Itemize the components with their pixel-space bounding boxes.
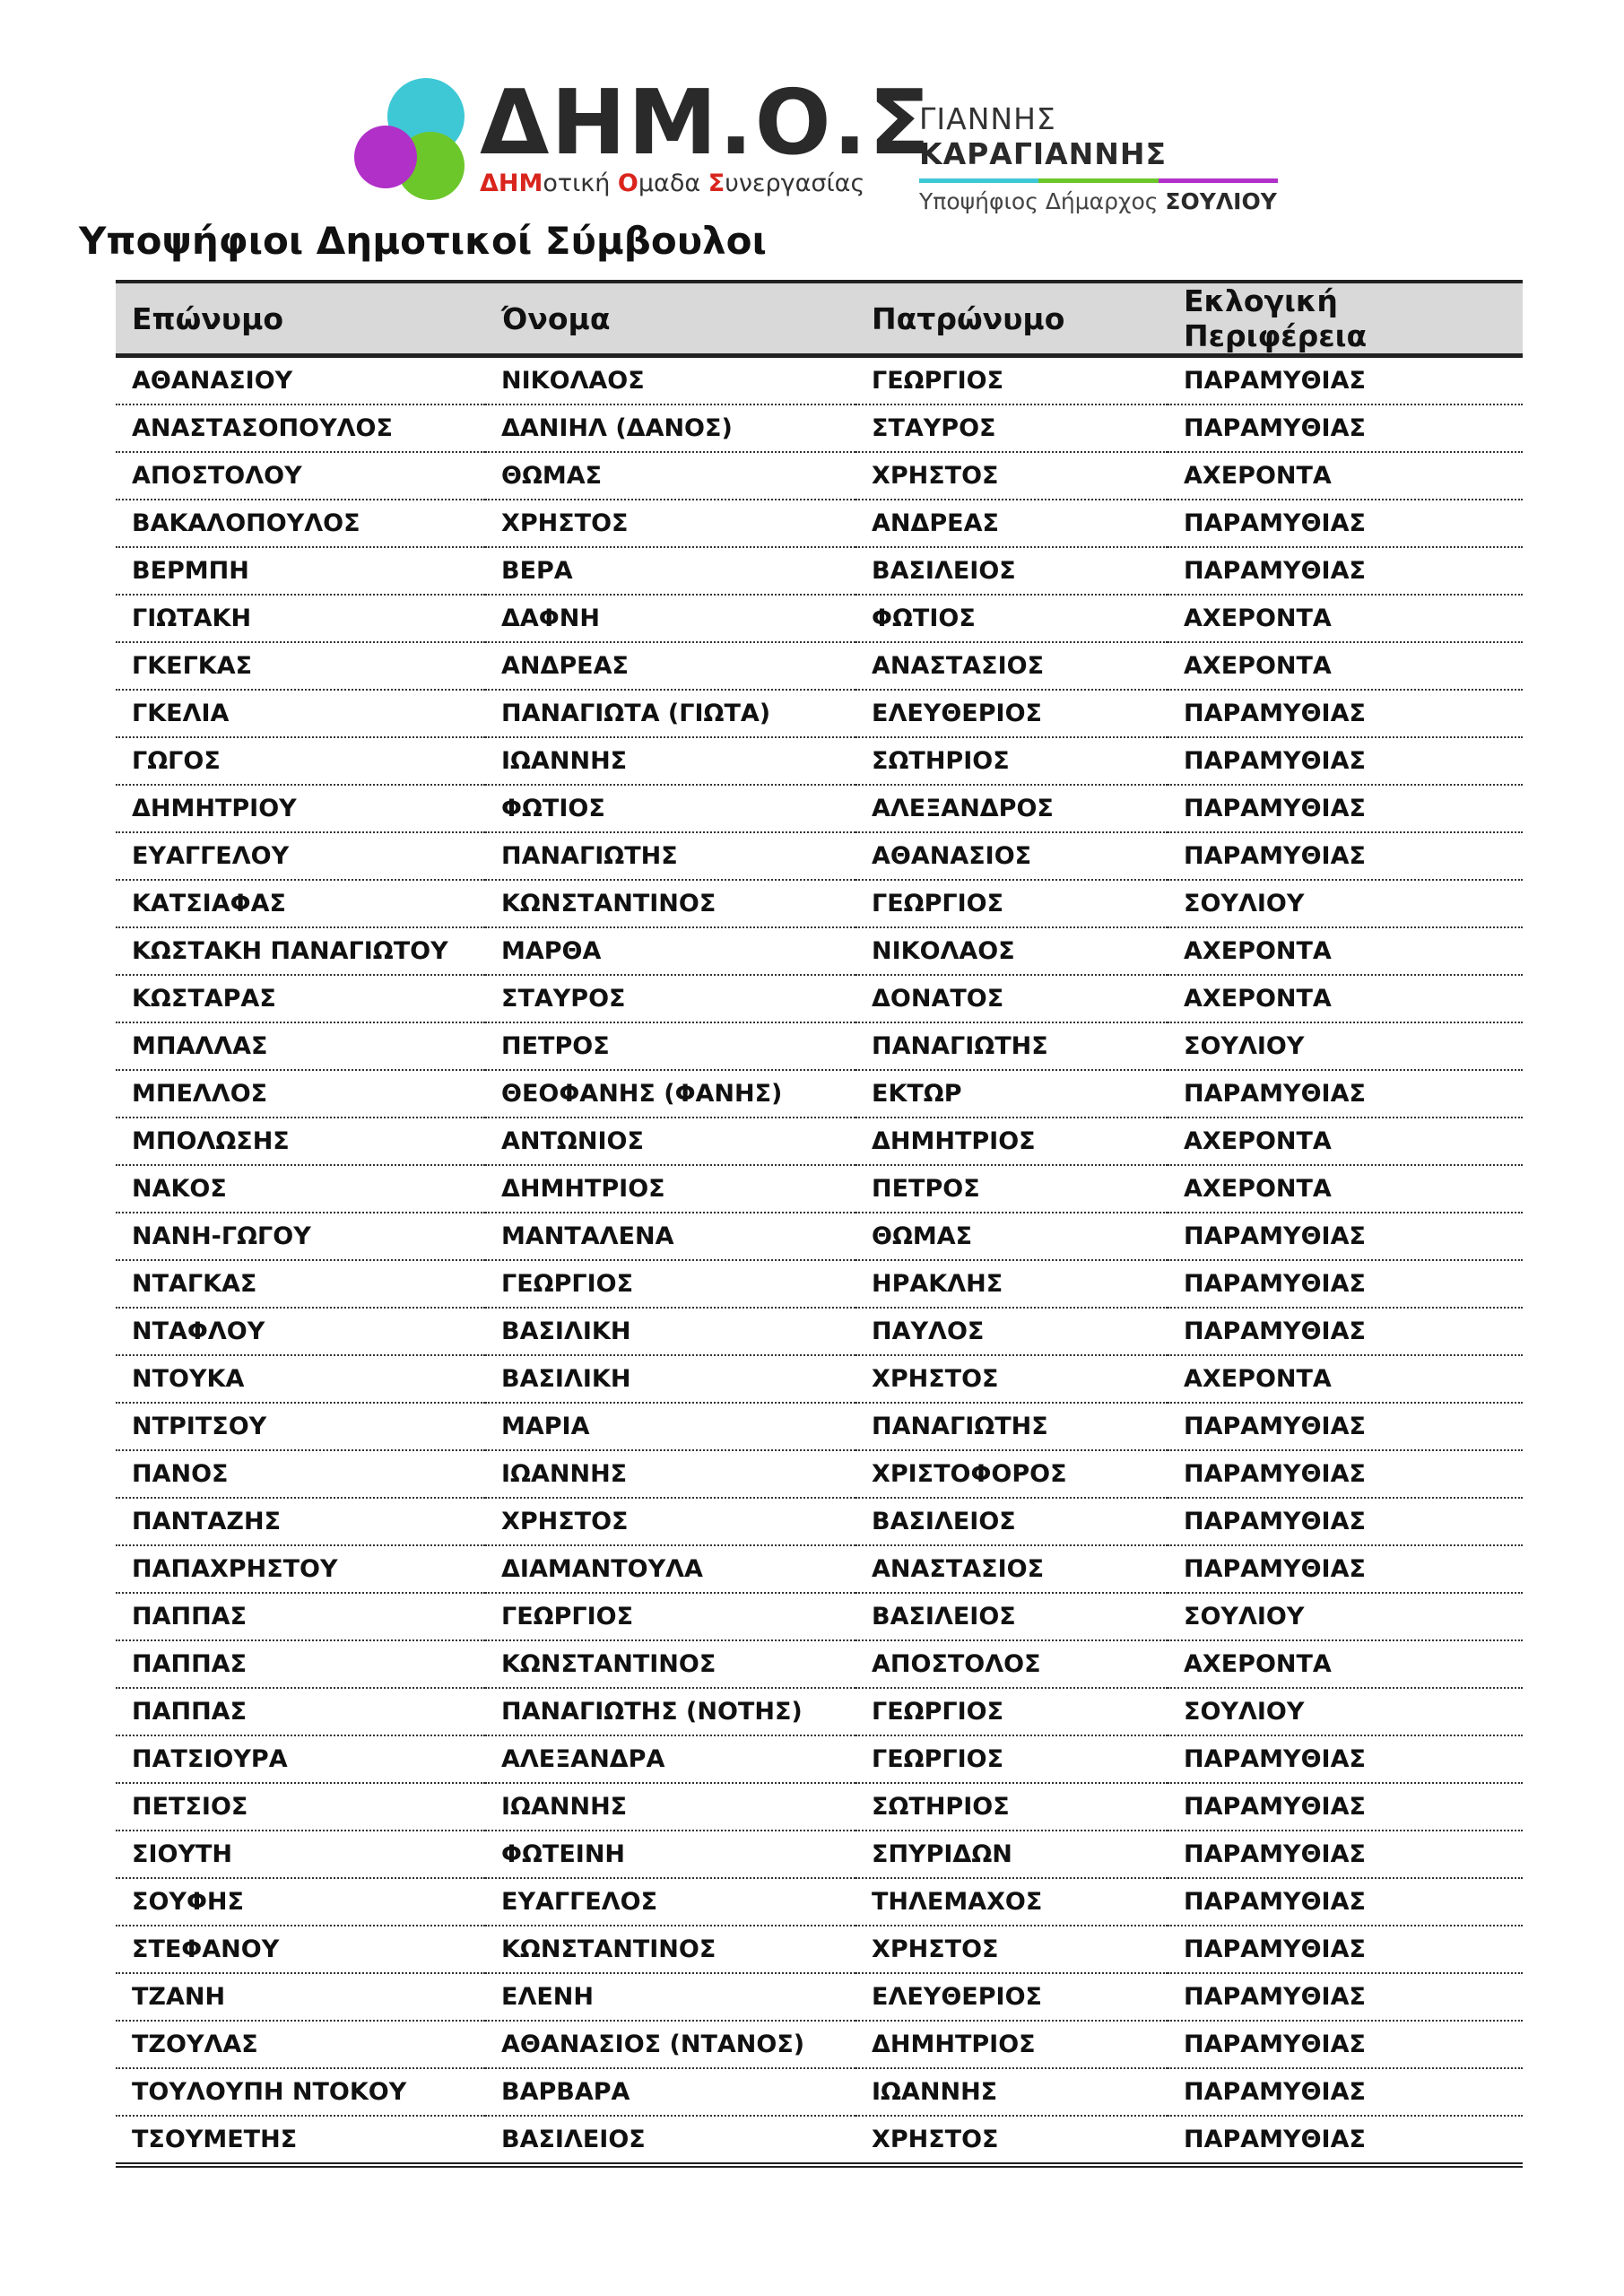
candidate-role: Υποψήφιος Δήμαρχος (919, 188, 1159, 214)
cell-father-name: ΧΡΗΣΤΟΣ (855, 1926, 1168, 1973)
cell-father-name: ΙΩΑΝΝΗΣ (855, 2068, 1168, 2116)
cell-first-name: ΣΤΑΥΡΟΣ (485, 975, 855, 1022)
cell-first-name: ΒΑΣΙΛΕΙΟΣ (485, 2116, 855, 2165)
table-row (116, 1450, 1523, 1498)
cell-first-name: ΚΩΝΣΤΑΝΤΙΝΟΣ (485, 1926, 855, 1973)
cell-surname: ΝΤΡΙΤΣΟΥ (116, 1403, 485, 1450)
cell-father-name: ΦΩΤΙΟΣ (855, 595, 1168, 642)
cell-surname: ΠΑΠΠΑΣ (116, 1593, 485, 1640)
table-row (116, 452, 1523, 500)
cell-father-name: ΓΕΩΡΓΙΟΣ (855, 356, 1168, 405)
candidate-first-name: ΓΙΑΝΝΗΣ (919, 101, 1056, 136)
cell-district: ΠΑΡΑΜΥΘΙΑΣ (1168, 1213, 1523, 1260)
mayor-candidate-block (919, 101, 1287, 214)
table-row (116, 595, 1523, 642)
table-row (116, 1878, 1523, 1926)
cell-district: ΑΧΕΡΟΝΤΑ (1168, 1355, 1523, 1403)
table-row (116, 1688, 1523, 1735)
cell-district: ΣΟΥΛΙΟΥ (1168, 1688, 1523, 1735)
table-row (116, 880, 1523, 927)
cell-surname: ΠΑΠΠΑΣ (116, 1640, 485, 1688)
cell-father-name: ΠΑΝΑΓΙΩΤΗΣ (855, 1022, 1168, 1070)
cell-surname: ΑΠΟΣΤΟΛΟΥ (116, 452, 485, 500)
cell-first-name: ΔΙΑΜΑΝΤΟΥΛΑ (485, 1545, 855, 1593)
table-row (116, 737, 1523, 785)
table-row (116, 1403, 1523, 1450)
cell-surname: ΠΑΤΣΙΟΥΡΑ (116, 1735, 485, 1783)
cell-father-name: ΣΩΤΗΡΙΟΣ (855, 1783, 1168, 1831)
table-row (116, 975, 1523, 1022)
cell-district: ΠΑΡΑΜΥΘΙΑΣ (1168, 404, 1523, 452)
cell-first-name: ΑΘΑΝΑΣΙΟΣ (ΝΤΑΝΟΣ) (485, 2021, 855, 2068)
cell-first-name: ΔΑΦΝΗ (485, 595, 855, 642)
table-header-row (116, 282, 1523, 356)
cell-surname: ΒΕΡΜΠΗ (116, 547, 485, 595)
table-row (116, 1308, 1523, 1355)
header-father-name: Πατρώνυμο (855, 282, 1168, 356)
cell-first-name: ΒΑΣΙΛΙΚΗ (485, 1308, 855, 1355)
cell-district: ΣΟΥΛΙΟΥ (1168, 1593, 1523, 1640)
cell-surname: ΠΑΝΤΑΖΗΣ (116, 1498, 485, 1545)
table-row (116, 2021, 1523, 2068)
table-row (116, 832, 1523, 880)
cell-first-name: ΔΗΜΗΤΡΙΟΣ (485, 1165, 855, 1213)
cell-father-name: ΑΝΔΡΕΑΣ (855, 500, 1168, 547)
table-row (116, 785, 1523, 832)
table-row (116, 1640, 1523, 1688)
cell-district: ΠΑΡΑΜΥΘΙΑΣ (1168, 1260, 1523, 1308)
table-row (116, 1831, 1523, 1878)
candidate-last-name: ΚΑΡΑΓΙΑΝΝΗΣ (919, 136, 1168, 171)
cell-surname: ΚΩΣΤΑΚΗ ΠΑΝΑΓΙΩΤΟΥ (116, 927, 485, 975)
cell-first-name: ΠΑΝΑΓΙΩΤΑ (ΓΙΩΤΑ) (485, 690, 855, 737)
cell-surname: ΤΣΟΥΜΕΤΗΣ (116, 2116, 485, 2165)
cell-district: ΠΑΡΑΜΥΘΙΑΣ (1168, 737, 1523, 785)
table-row (116, 1355, 1523, 1403)
table-row (116, 927, 1523, 975)
cell-first-name: ΔΑΝΙΗΛ (ΔΑΝΟΣ) (485, 404, 855, 452)
cell-father-name: ΣΠΥΡΙΔΩΝ (855, 1831, 1168, 1878)
cell-surname: ΓΚΕΓΚΑΣ (116, 642, 485, 690)
cell-surname: ΑΝΑΣΤΑΣΟΠΟΥΛΟΣ (116, 404, 485, 452)
table-row (116, 1735, 1523, 1783)
cell-district: ΠΑΡΑΜΥΘΙΑΣ (1168, 1308, 1523, 1355)
cell-district: ΠΑΡΑΜΥΘΙΑΣ (1168, 832, 1523, 880)
cell-first-name: ΜΑΡΘΑ (485, 927, 855, 975)
cell-district: ΠΑΡΑΜΥΘΙΑΣ (1168, 1973, 1523, 2021)
table-row (116, 642, 1523, 690)
cell-father-name: ΠΑΥΛΟΣ (855, 1308, 1168, 1355)
cell-surname: ΣΙΟΥΤΗ (116, 1831, 485, 1878)
cell-surname: ΝΤΑΓΚΑΣ (116, 1260, 485, 1308)
table-row (116, 500, 1523, 547)
table-row (116, 404, 1523, 452)
cell-surname: ΓΚΕΛΙΑ (116, 690, 485, 737)
cell-father-name: ΧΡΙΣΤΟΦΟΡΟΣ (855, 1450, 1168, 1498)
cell-first-name: ΦΩΤΕΙΝΗ (485, 1831, 855, 1878)
cell-first-name: ΧΡΗΣΤΟΣ (485, 1498, 855, 1545)
table-body (116, 356, 1523, 2166)
cell-first-name: ΒΑΣΙΛΙΚΗ (485, 1355, 855, 1403)
logo-circles-icon (354, 76, 471, 202)
cell-father-name: ΣΤΑΥΡΟΣ (855, 404, 1168, 452)
cell-father-name: ΑΛΕΞΑΝΔΡΟΣ (855, 785, 1168, 832)
cell-district: ΠΑΡΑΜΥΘΙΑΣ (1168, 1498, 1523, 1545)
cell-first-name: ΑΝΤΩΝΙΟΣ (485, 1118, 855, 1165)
cell-first-name: ΕΥΑΓΓΕΛΟΣ (485, 1878, 855, 1926)
cell-surname: ΤΖΟΥΛΑΣ (116, 2021, 485, 2068)
cell-surname: ΠΑΝΟΣ (116, 1450, 485, 1498)
party-logo (354, 70, 1287, 214)
header-surname: Επώνυμο (116, 282, 485, 356)
table-row (116, 690, 1523, 737)
cell-district: ΠΑΡΑΜΥΘΙΑΣ (1168, 547, 1523, 595)
cell-father-name: ΒΑΣΙΛΕΙΟΣ (855, 547, 1168, 595)
table-row (116, 1260, 1523, 1308)
cell-first-name: ΓΕΩΡΓΙΟΣ (485, 1593, 855, 1640)
cell-father-name: ΒΑΣΙΛΕΙΟΣ (855, 1593, 1168, 1640)
table-row (116, 1545, 1523, 1593)
table-row (116, 1973, 1523, 2021)
cell-father-name: ΓΕΩΡΓΙΟΣ (855, 1688, 1168, 1735)
cell-father-name: ΒΑΣΙΛΕΙΟΣ (855, 1498, 1168, 1545)
cell-surname: ΠΑΠΑΧΡΗΣΤΟΥ (116, 1545, 485, 1593)
cell-first-name: ΓΕΩΡΓΙΟΣ (485, 1260, 855, 1308)
cell-first-name: ΠΑΝΑΓΙΩΤΗΣ (485, 832, 855, 880)
cell-surname: ΜΠΕΛΛΟΣ (116, 1070, 485, 1118)
cell-surname: ΓΙΩΤΑΚΗ (116, 595, 485, 642)
cell-father-name: ΕΛΕΥΘΕΡΙΟΣ (855, 1973, 1168, 2021)
cell-father-name: ΓΕΩΡΓΙΟΣ (855, 880, 1168, 927)
cell-first-name: ΚΩΝΣΤΑΝΤΙΝΟΣ (485, 1640, 855, 1688)
cell-first-name: ΜΑΡΙΑ (485, 1403, 855, 1450)
page-title: Υποψήφιοι Δημοτικοί Σύμβουλοι (79, 219, 767, 263)
cell-district: ΑΧΕΡΟΝΤΑ (1168, 1118, 1523, 1165)
table-row (116, 1165, 1523, 1213)
cell-surname: ΚΩΣΤΑΡΑΣ (116, 975, 485, 1022)
cell-first-name: ΜΑΝΤΑΛΕΝΑ (485, 1213, 855, 1260)
cell-district: ΠΑΡΑΜΥΘΙΑΣ (1168, 690, 1523, 737)
cell-first-name: ΧΡΗΣΤΟΣ (485, 500, 855, 547)
cell-surname: ΝΤΑΦΛΟΥ (116, 1308, 485, 1355)
cell-surname: ΣΟΥΦΗΣ (116, 1878, 485, 1926)
cell-district: ΑΧΕΡΟΝΤΑ (1168, 975, 1523, 1022)
cell-first-name: ΙΩΑΝΝΗΣ (485, 737, 855, 785)
cell-father-name: ΔΗΜΗΤΡΙΟΣ (855, 2021, 1168, 2068)
cell-district: ΠΑΡΑΜΥΘΙΑΣ (1168, 1831, 1523, 1878)
cell-district: ΠΑΡΑΜΥΘΙΑΣ (1168, 1545, 1523, 1593)
cell-father-name: ΧΡΗΣΤΟΣ (855, 2116, 1168, 2165)
cell-surname: ΤΖΑΝΗ (116, 1973, 485, 2021)
cell-surname: ΚΑΤΣΙΑΦΑΣ (116, 880, 485, 927)
cell-district: ΠΑΡΑΜΥΘΙΑΣ (1168, 356, 1523, 405)
cell-father-name: ΕΚΤΩΡ (855, 1070, 1168, 1118)
table-row (116, 1213, 1523, 1260)
cell-father-name: ΘΩΜΑΣ (855, 1213, 1168, 1260)
cell-district: ΠΑΡΑΜΥΘΙΑΣ (1168, 2116, 1523, 2165)
cell-first-name: ΒΑΡΒΑΡΑ (485, 2068, 855, 2116)
cell-father-name: ΑΝΑΣΤΑΣΙΟΣ (855, 642, 1168, 690)
cell-father-name: ΔΟΝΑΤΟΣ (855, 975, 1168, 1022)
cell-district: ΑΧΕΡΟΝΤΑ (1168, 1165, 1523, 1213)
cell-district: ΠΑΡΑΜΥΘΙΑΣ (1168, 1450, 1523, 1498)
candidate-municipality: ΣΟΥΛΙΟΥ (1165, 188, 1277, 214)
cell-father-name: ΧΡΗΣΤΟΣ (855, 452, 1168, 500)
cell-district: ΠΑΡΑΜΥΘΙΑΣ (1168, 2068, 1523, 2116)
cell-father-name: ΗΡΑΚΛΗΣ (855, 1260, 1168, 1308)
cell-district: ΑΧΕΡΟΝΤΑ (1168, 927, 1523, 975)
table-row (116, 547, 1523, 595)
cell-surname: ΝΑΝΗ-ΓΩΓΟΥ (116, 1213, 485, 1260)
table-row (116, 1070, 1523, 1118)
cell-first-name: ΘΕΟΦΑΝΗΣ (ΦΑΝΗΣ) (485, 1070, 855, 1118)
header-district: Εκλογική Περιφέρεια (1168, 282, 1523, 356)
cell-district: ΠΑΡΑΜΥΘΙΑΣ (1168, 2021, 1523, 2068)
cell-district: ΑΧΕΡΟΝΤΑ (1168, 595, 1523, 642)
cell-father-name: ΑΘΑΝΑΣΙΟΣ (855, 832, 1168, 880)
cell-first-name: ΕΛΕΝΗ (485, 1973, 855, 2021)
cell-district: ΣΟΥΛΙΟΥ (1168, 880, 1523, 927)
cell-surname: ΜΠΑΛΛΑΣ (116, 1022, 485, 1070)
table-row (116, 1926, 1523, 1973)
table-row (116, 356, 1523, 405)
cell-surname: ΜΠΟΛΩΣΗΣ (116, 1118, 485, 1165)
cell-first-name: ΙΩΑΝΝΗΣ (485, 1783, 855, 1831)
cell-district: ΠΑΡΑΜΥΘΙΑΣ (1168, 1403, 1523, 1450)
table-row (116, 2116, 1523, 2165)
party-acronym: ΔΗΜ.Ο.Σ (480, 70, 932, 175)
cell-surname: ΑΘΑΝΑΣΙΟΥ (116, 356, 485, 405)
cell-surname: ΕΥΑΓΓΕΛΟΥ (116, 832, 485, 880)
cell-father-name: ΧΡΗΣΤΟΣ (855, 1355, 1168, 1403)
cell-district: ΠΑΡΑΜΥΘΙΑΣ (1168, 500, 1523, 547)
cell-surname: ΝΤΟΥΚΑ (116, 1355, 485, 1403)
header-first-name: Όνομα (485, 282, 855, 356)
cell-first-name: ΑΛΕΞΑΝΔΡΑ (485, 1735, 855, 1783)
cell-first-name: ΙΩΑΝΝΗΣ (485, 1450, 855, 1498)
cell-father-name: ΕΛΕΥΘΕΡΙΟΣ (855, 690, 1168, 737)
cell-district: ΠΑΡΑΜΥΘΙΑΣ (1168, 1926, 1523, 1973)
cell-first-name: ΚΩΝΣΤΑΝΤΙΝΟΣ (485, 880, 855, 927)
table-row (116, 1498, 1523, 1545)
cell-surname: ΠΑΠΠΑΣ (116, 1688, 485, 1735)
candidates-table (116, 280, 1523, 2168)
cell-first-name: ΒΕΡΑ (485, 547, 855, 595)
cell-district: ΠΑΡΑΜΥΘΙΑΣ (1168, 1878, 1523, 1926)
cell-district: ΑΧΕΡΟΝΤΑ (1168, 642, 1523, 690)
cell-district: ΠΑΡΑΜΥΘΙΑΣ (1168, 785, 1523, 832)
cell-father-name: ΑΝΑΣΤΑΣΙΟΣ (855, 1545, 1168, 1593)
cell-father-name: ΓΕΩΡΓΙΟΣ (855, 1735, 1168, 1783)
cell-father-name: ΠΑΝΑΓΙΩΤΗΣ (855, 1403, 1168, 1450)
cell-surname: ΝΑΚΟΣ (116, 1165, 485, 1213)
party-name (480, 70, 932, 197)
cell-father-name: ΤΗΛΕΜΑΧΟΣ (855, 1878, 1168, 1926)
cell-district: ΑΧΕΡΟΝΤΑ (1168, 1640, 1523, 1688)
table-row (116, 1783, 1523, 1831)
table-row (116, 1118, 1523, 1165)
cell-father-name: ΝΙΚΟΛΑΟΣ (855, 927, 1168, 975)
cell-father-name: ΣΩΤΗΡΙΟΣ (855, 737, 1168, 785)
cell-district: ΣΟΥΛΙΟΥ (1168, 1022, 1523, 1070)
cell-surname: ΒΑΚΑΛΟΠΟΥΛΟΣ (116, 500, 485, 547)
cell-district: ΠΑΡΑΜΥΘΙΑΣ (1168, 1783, 1523, 1831)
cell-first-name: ΦΩΤΙΟΣ (485, 785, 855, 832)
cell-first-name: ΠΕΤΡΟΣ (485, 1022, 855, 1070)
cell-surname: ΤΟΥΛΟΥΠΗ ΝΤΟΚΟΥ (116, 2068, 485, 2116)
cell-surname: ΓΩΓΟΣ (116, 737, 485, 785)
cell-father-name: ΠΕΤΡΟΣ (855, 1165, 1168, 1213)
cell-first-name: ΝΙΚΟΛΑΟΣ (485, 356, 855, 405)
table-row (116, 1593, 1523, 1640)
cell-district: ΠΑΡΑΜΥΘΙΑΣ (1168, 1070, 1523, 1118)
cell-surname: ΠΕΤΣΙΟΣ (116, 1783, 485, 1831)
table-row (116, 1022, 1523, 1070)
cell-father-name: ΔΗΜΗΤΡΙΟΣ (855, 1118, 1168, 1165)
cell-first-name: ΘΩΜΑΣ (485, 452, 855, 500)
cell-surname: ΔΗΜΗΤΡΙΟΥ (116, 785, 485, 832)
cell-first-name: ΠΑΝΑΓΙΩΤΗΣ (ΝΟΤΗΣ) (485, 1688, 855, 1735)
cell-first-name: ΑΝΔΡΕΑΣ (485, 642, 855, 690)
cell-district: ΠΑΡΑΜΥΘΙΑΣ (1168, 1735, 1523, 1783)
candidate-color-bar (919, 178, 1278, 183)
party-full-name: ΔΗΜοτική Ομαδα Συνεργασίας (480, 170, 865, 197)
table-row (116, 2068, 1523, 2116)
cell-father-name: ΑΠΟΣΤΟΛΟΣ (855, 1640, 1168, 1688)
cell-surname: ΣΤΕΦΑΝΟΥ (116, 1926, 485, 1973)
cell-district: ΑΧΕΡΟΝΤΑ (1168, 452, 1523, 500)
